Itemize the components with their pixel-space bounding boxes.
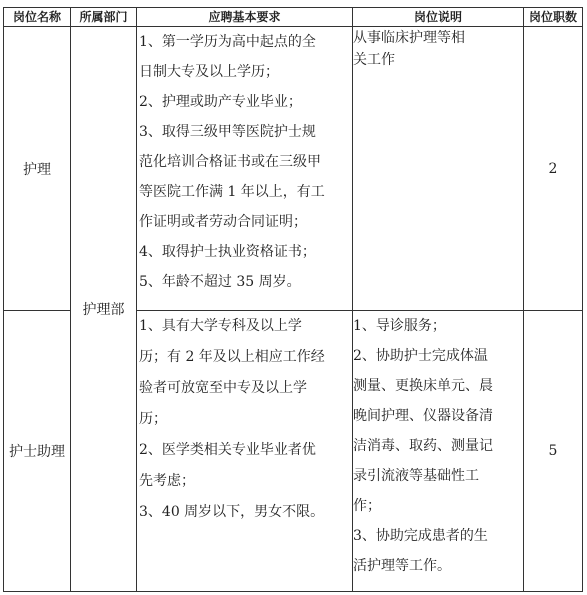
header-description: 岗位说明	[353, 8, 524, 27]
description-line: 3、协助完成患者的生	[353, 528, 488, 544]
requirement-line: 日制大专及以上学历；	[139, 64, 279, 80]
job-table	[3, 7, 583, 592]
requirement-line: 4、取得护士执业资格证书；	[139, 244, 316, 260]
requirement-line: 2、护理或助产专业毕业；	[139, 94, 302, 110]
description-line: 录引流液等基础性工	[353, 468, 479, 484]
description-line: 从事临床护理等相	[353, 30, 465, 46]
description-cell	[353, 311, 524, 592]
requirement-line: 1、第一学历为高中起点的全	[139, 34, 316, 50]
header-requirements: 应聘基本要求	[137, 8, 353, 27]
table-row	[4, 27, 583, 311]
description-line: 洁消毒、取药、测量记	[353, 438, 493, 454]
requirement-line: 历；有 2 年及以上相应工作经	[139, 349, 325, 365]
requirements-cell	[137, 27, 353, 311]
count-cell: 2	[524, 27, 583, 311]
description-cell	[353, 27, 524, 311]
header-count: 岗位职数	[524, 8, 583, 27]
requirement-line: 验者可放宽至中专及以上学	[139, 380, 307, 396]
requirement-line: 2、医学类相关专业毕业者优	[139, 442, 316, 458]
header-department: 所属部门	[71, 8, 137, 27]
description-line: 1、导诊服务；	[353, 318, 446, 334]
position-cell: 护士助理	[4, 311, 71, 592]
requirement-line: 5、年龄不超过 35 周岁。	[139, 274, 301, 290]
requirement-line: 3、40 周岁以下，男女不限。	[139, 504, 325, 520]
requirement-line: 1、具有大学专科及以上学	[139, 318, 302, 334]
description-line: 活护理等工作。	[353, 558, 451, 574]
description-line: 晚间护理、仪器设备清	[353, 408, 493, 424]
requirements-cell	[137, 311, 353, 592]
requirement-line: 先考虑；	[139, 473, 195, 489]
position-cell: 护理	[4, 27, 71, 311]
description-line: 作；	[353, 498, 381, 514]
department-cell: 护理部	[71, 27, 137, 592]
requirement-line: 作证明或者劳动合同证明；	[139, 214, 307, 230]
requirement-line: 历；	[139, 411, 167, 427]
description-line: 关工作	[353, 52, 395, 68]
description-line: 测量、更换床单元、晨	[353, 378, 493, 394]
requirement-line: 等医院工作满 1 年以上，有工	[139, 184, 325, 200]
requirement-line: 范化培训合格证书或在三级甲	[139, 154, 321, 170]
requirement-line: 3、取得三级甲等医院护士规	[139, 124, 316, 140]
count-cell: 5	[524, 311, 583, 592]
header-position: 岗位名称	[4, 8, 71, 27]
description-line: 2、协助护士完成体温	[353, 348, 488, 364]
header-row	[4, 8, 583, 27]
